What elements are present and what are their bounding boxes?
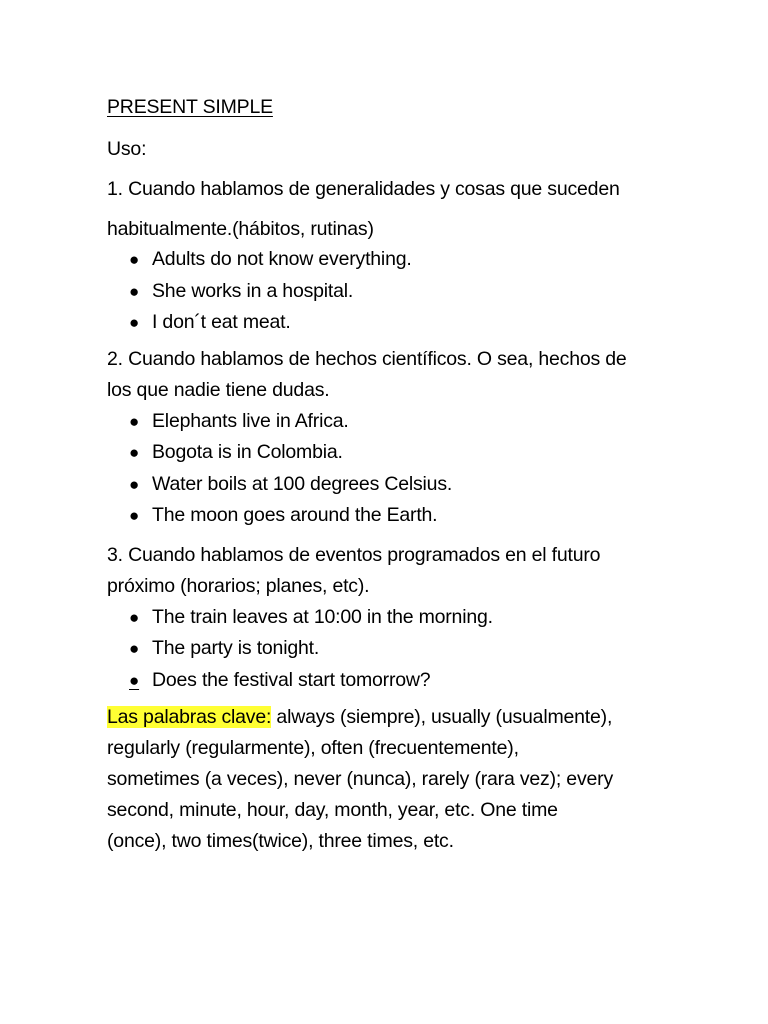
section-1 bbox=[107, 174, 687, 339]
bullet-icon: ● bbox=[129, 670, 140, 690]
list-item-text: She works in a hospital. bbox=[152, 279, 354, 302]
list-item bbox=[129, 276, 687, 308]
uso-label: Uso: bbox=[107, 138, 147, 160]
section-2-line-1: 2. Cuando hablamos de hechos científicos. O sea, hechos de bbox=[107, 347, 627, 370]
bullet-icon: ● bbox=[129, 250, 140, 269]
keywords-paragraph bbox=[107, 702, 687, 857]
section-3-bullet-list bbox=[107, 602, 687, 697]
section-2 bbox=[107, 344, 687, 532]
list-item bbox=[129, 406, 687, 438]
document-page bbox=[107, 92, 687, 857]
section-3-line-2: próximo (horarios; planes, etc). bbox=[107, 574, 370, 597]
list-item bbox=[129, 665, 687, 697]
bullet-icon: ● bbox=[129, 639, 140, 658]
section-2-bullet-list bbox=[107, 406, 687, 532]
page-title: PRESENT SIMPLE bbox=[107, 96, 273, 118]
keywords-text: always (siempre), usually (usualmente), bbox=[271, 706, 613, 728]
section-2-line-2: los que nadie tiene dudas. bbox=[107, 378, 330, 401]
section-3-line-1: 3. Cuando hablamos de eventos programados en el futuro bbox=[107, 543, 601, 566]
list-item-text: Does the festival start tomorrow? bbox=[152, 668, 431, 691]
list-item-text: The moon goes around the Earth. bbox=[152, 504, 438, 526]
list-item-text: Elephants live in Africa. bbox=[152, 409, 349, 432]
list-item-text: I don´t eat meat. bbox=[152, 311, 291, 333]
list-item bbox=[129, 469, 687, 501]
list-item bbox=[129, 633, 687, 665]
section-3 bbox=[107, 540, 687, 697]
bullet-icon: ● bbox=[129, 411, 140, 431]
section-1-bullet-list bbox=[107, 244, 687, 339]
bullet-icon: ● bbox=[129, 313, 140, 332]
bullet-icon: ● bbox=[129, 607, 140, 627]
keywords-line-5: (once), two times(twice), three times, etc. bbox=[107, 830, 454, 852]
list-item bbox=[129, 307, 687, 339]
section-1-line-2: habitualmente.(hábitos, rutinas) bbox=[107, 218, 374, 240]
keywords-line-2: regularly (regularmente), often (frecuentemente), bbox=[107, 737, 519, 759]
list-item bbox=[129, 602, 687, 634]
list-item bbox=[129, 244, 687, 276]
list-item-text: Adults do not know everything. bbox=[152, 248, 412, 270]
list-item-text: The train leaves at 10:00 in the morning. bbox=[152, 605, 493, 628]
keywords-highlight-label: Las palabras clave: bbox=[107, 706, 272, 728]
bullet-icon: ● bbox=[129, 506, 140, 525]
keywords-line-3: sometimes (a veces), never (nunca), rarely (rara vez); every bbox=[107, 768, 613, 790]
keywords-line-4: second, minute, hour, day, month, year, etc. One time bbox=[107, 799, 558, 821]
list-item bbox=[129, 500, 687, 532]
keywords-line-1 bbox=[107, 702, 687, 733]
section-1-line-1: 1. Cuando hablamos de generalidades y cosas que suceden bbox=[107, 178, 620, 200]
list-item-text: Bogota is in Colombia. bbox=[152, 441, 343, 463]
bullet-icon: ● bbox=[129, 281, 140, 301]
list-item-text: Water boils at 100 degrees Celsius. bbox=[152, 472, 453, 495]
list-item bbox=[129, 437, 687, 469]
bullet-icon: ● bbox=[129, 443, 140, 462]
bullet-icon: ● bbox=[129, 474, 140, 494]
list-item-text: The party is tonight. bbox=[152, 637, 320, 659]
